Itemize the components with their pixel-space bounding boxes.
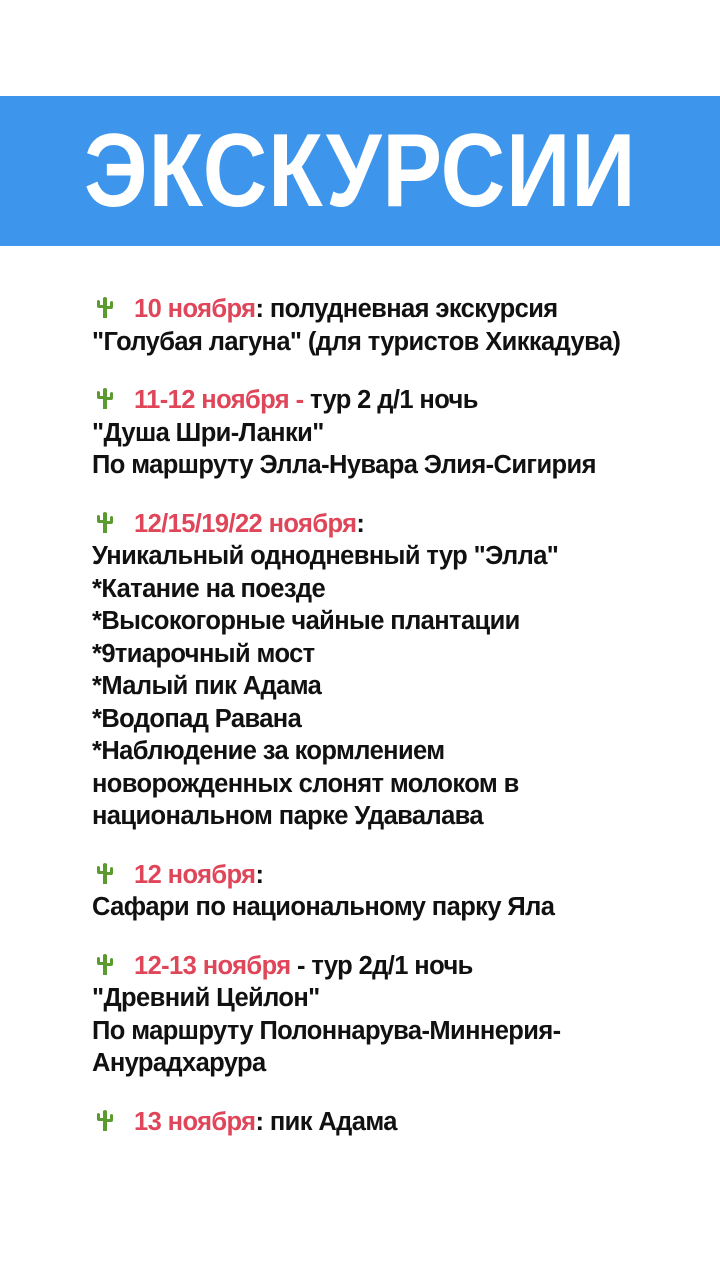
entry-line: "Голубая лагуна" (для туристов Хиккадува): [92, 327, 621, 356]
entry-date: 11-12 ноября -: [134, 386, 304, 414]
excursion-list: [92, 293, 702, 1164]
entry-heading-text: тур 2 д/1 ночь: [303, 386, 478, 414]
excursion-entry: [92, 950, 702, 1080]
entry-date: 10 ноября: [134, 295, 256, 323]
entry-date: 13 ноября: [134, 1107, 256, 1136]
entry-heading: [92, 508, 702, 541]
entry-heading: [92, 293, 702, 326]
entry-line: Сафари по национальному парку Яла: [92, 893, 555, 921]
entry-line: национальном парке Удавалава: [92, 802, 484, 830]
excursion-entry: [92, 859, 702, 924]
entry-date: 12/15/19/22 ноября: [134, 509, 357, 538]
excursion-entry: [92, 1106, 702, 1139]
entry-line: новорожденных слонят молоком в: [92, 769, 519, 798]
entry-line: Уникальный однодневный тур "Элла": [92, 542, 559, 570]
entry-line: *Высокогорные чайные плантации: [92, 607, 520, 635]
entry-heading-text: : полудневная экскурсия: [255, 295, 558, 323]
entry-date: 12 ноября: [134, 860, 256, 889]
entry-heading-text: : пик Адама: [255, 1107, 397, 1136]
entry-line: *Катание на поезде: [92, 574, 326, 603]
entry-heading-text: - тур 2д/1 ночь: [290, 951, 473, 980]
excursion-entry: [92, 293, 702, 358]
entry-line: По маршруту Элла-Нувара Элия-Сигирия: [92, 451, 596, 479]
cactus-icon: [94, 953, 116, 977]
entry-heading: [92, 950, 702, 983]
entry-line: *Малый пик Адама: [92, 672, 322, 700]
cactus-icon: [94, 387, 116, 411]
entry-line: По маршруту Полоннарува-Миннерия-: [92, 1016, 561, 1045]
entry-heading: [92, 1106, 702, 1139]
cactus-icon: [94, 511, 116, 535]
entry-heading: [92, 384, 702, 417]
entry-heading-text: :: [356, 509, 365, 538]
entry-line: "Древний Цейлон": [92, 984, 320, 1012]
cactus-icon: [94, 862, 116, 886]
cactus-icon: [94, 296, 116, 320]
entry-line: *Водопад Равана: [92, 704, 302, 733]
entry-line: Анурадхарура: [92, 1049, 266, 1077]
title-banner: [0, 96, 720, 246]
entry-heading-text: :: [255, 860, 264, 889]
entry-line: *Наблюдение за кормлением: [92, 737, 445, 765]
page-title: ЭКСКУРСИИ: [83, 113, 637, 229]
entry-line: "Душа Шри-Ланки": [92, 418, 324, 447]
excursion-entry: [92, 508, 702, 833]
entry-date: 12-13 ноября: [134, 951, 291, 980]
entry-heading: [92, 859, 702, 892]
excursion-entry: [92, 384, 702, 482]
cactus-icon: [94, 1109, 116, 1133]
entry-line: *9тиарочный мост: [92, 639, 315, 668]
